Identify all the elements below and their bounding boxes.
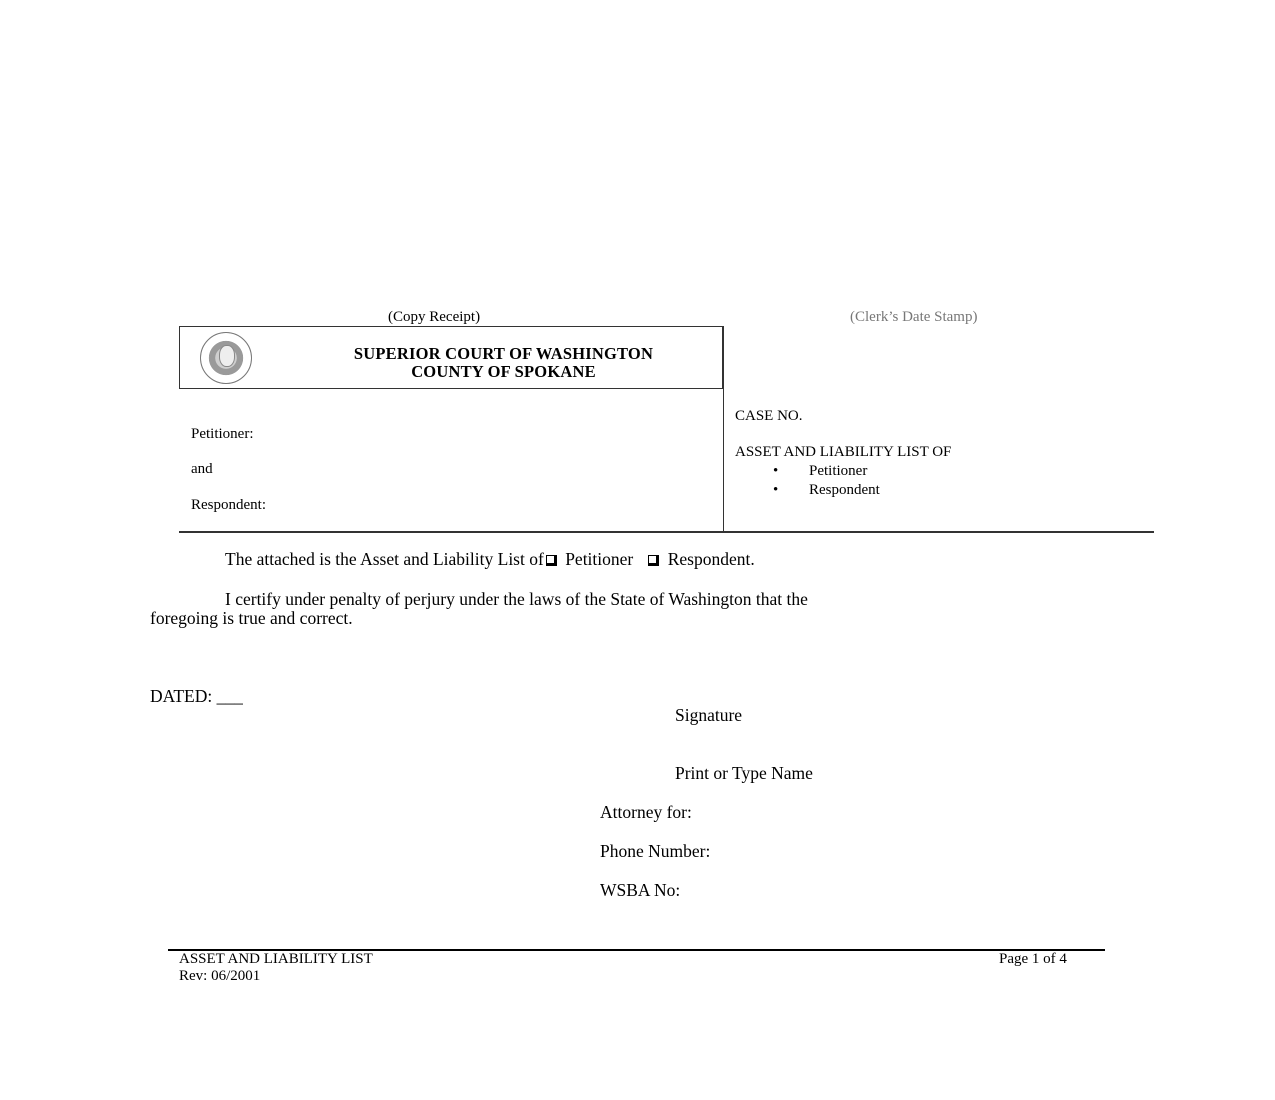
attorney-for-label: Attorney for: [600,802,692,822]
case-number-label: CASE NO. [735,408,803,424]
certification-line1: I certify under penalty of perjury under the laws of the State of Washington that the [225,589,808,609]
signature-label: Signature [675,705,743,725]
phone-number-label: Phone Number: [600,841,711,861]
footer-revision: Rev: 06/2001 [179,968,261,984]
respondent-checkbox-label: Respondent. [667,549,755,569]
attached-statement [225,549,755,570]
court-name-line2: COUNTY OF SPOKANE [411,362,596,381]
party-option-list [735,462,880,500]
petitioner-label: Petitioner: [191,426,254,442]
court-caption-box [179,326,723,389]
copy-receipt-label: (Copy Receipt) [388,309,481,325]
option-petitioner: • Petitioner [735,462,880,481]
petitioner-checkbox[interactable] [546,555,557,566]
clerk-date-stamp-label: (Clerk’s Date Stamp) [850,309,978,325]
footer-page-number: Page 1 of 4 [999,951,1067,967]
caption-divider-vertical [723,326,724,531]
and-label: and [191,461,213,477]
respondent-label: Respondent: [191,497,266,513]
attached-text: The attached is the Asset and Liability List of [225,549,544,569]
document-title: ASSET AND LIABILITY LIST OF [735,444,952,460]
wsba-number-label: WSBA No: [600,880,681,900]
dated-field[interactable]: DATED: ___ [150,686,243,706]
footer-form-title: ASSET AND LIABILITY LIST [179,951,373,967]
court-name-line1: SUPERIOR COURT OF WASHINGTON [353,344,654,363]
option-respondent: • Respondent [735,481,880,500]
court-name [180,345,722,381]
caption-divider-horizontal [179,531,1154,533]
certification-line2: foregoing is true and correct. [150,608,353,628]
respondent-checkbox[interactable] [648,555,659,566]
print-name-label: Print or Type Name [675,763,813,783]
petitioner-checkbox-label: Petitioner [565,549,634,569]
